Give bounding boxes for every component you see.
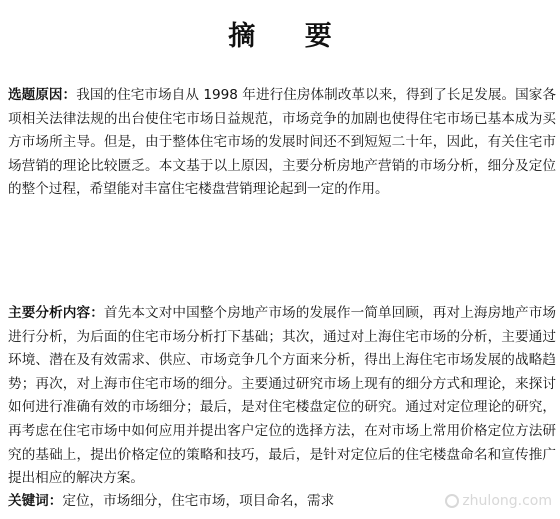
page-title: 摘 要 <box>228 21 352 52</box>
main-content-text: 首先本文对中国整个房地产市场的发展作一简单回顾，再对上海房地产市场进行分析，为后面的住宅市场分析打下基础；其次，通过对上海住宅市场的分析，主要通过环境、潜在及有效需求、供应、市场竞争几个方面来分析，得出上海住宅市场发展的战略趋势；再次，对上海市住宅市场的细分。主要通过研究市场上现有的细分方式和理论，来探讨如何进行准确有效的市场细分；最后，是对住宅楼盘定位的研究。通过对定位理论的研究，再考虑在住宅市场中如何应用并提出客户定位的选择方法，在对市场上常用价格定位方法研究的基础上，提出价格定位的策略和技巧，最后，是针对定位后的住宅楼盘命名和宣传推广提出相应的解决方案。 <box>8 305 557 487</box>
keywords-text: 定位，市场细分，住宅市场，项目命名，需求 <box>62 493 335 509</box>
topic-reason-text: 我国的住宅市场自从 1998 年进行住房体制改革以来，得到了长足发展。国家各项相关法律法规的出台使住宅市场日益规范，市场竞争的加剧也使得住宅市场已基本成为买方市场所主导。但是，由于整体住宅市场的发展时间还不到短短二十年，因此，有关住宅市场营销的理论比较匮乏。本文基于以上原因，主要分析房地产营销的市场分析，细分及定位的整个过程，希望能对丰富住宅楼盘营销理论起到一定的作用。 <box>8 87 556 198</box>
paragraph-topic-reason <box>8 84 556 202</box>
topic-reason-label: 选题原因： <box>8 87 77 103</box>
paragraph-main-content <box>8 302 556 491</box>
watermark-text: zhulong.com <box>462 493 552 509</box>
zhulong-logo-icon <box>445 494 459 508</box>
watermark <box>445 493 552 509</box>
keywords-label: 关键词： <box>8 493 63 509</box>
main-content-label: 主要分析内容： <box>8 305 104 321</box>
